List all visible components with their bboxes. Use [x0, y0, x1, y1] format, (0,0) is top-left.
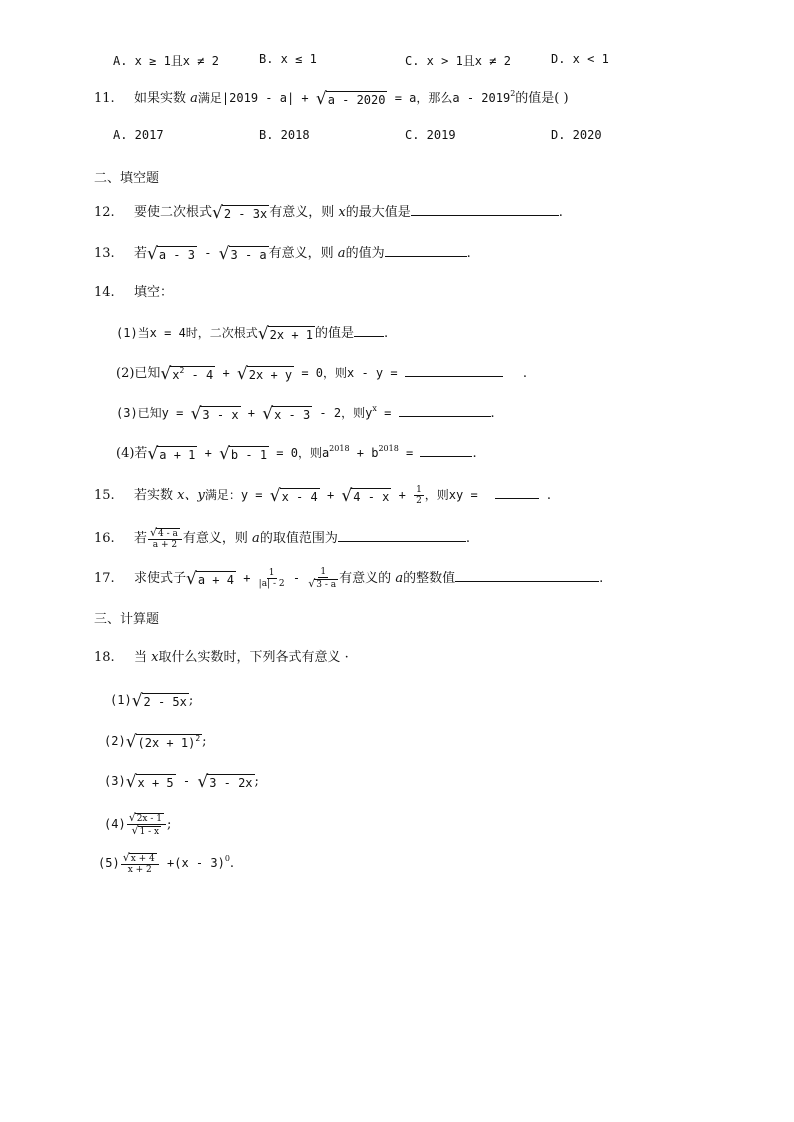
- question-18-part-4: (4) √ 2x - 1 √ 1 - x ;: [104, 811, 172, 837]
- question-18-part-5: (5) √ x + 4 x + 2 +(x - 3)$^0$.: [98, 851, 235, 875]
- answer-blank: [338, 529, 466, 542]
- question-13: 13. 若 √ a - 3 - √ 3 - a 有意义，则 a的值为 .: [94, 243, 471, 264]
- q10-option-a: A. x ≥ 1且x ≠ 2: [113, 54, 219, 68]
- q10-option-d: D. x < 1: [551, 52, 609, 66]
- question-14-part-1: (1)当x = 4时，二次根式 √ 2x + 1 的值是 .: [116, 323, 389, 344]
- q10-option-c: C. x > 1且x ≠ 2: [405, 54, 511, 68]
- fraction: √ 4 - a a + 2: [148, 527, 182, 550]
- answer-blank: [420, 444, 472, 457]
- answer-blank: [411, 203, 559, 216]
- q10-option-b: B. x ≤ 1: [259, 52, 317, 66]
- fraction: √ x + 4 x + 2: [121, 852, 159, 875]
- sqrt: √ a - 2020: [315, 88, 386, 109]
- answer-blank: [385, 244, 467, 257]
- question-14-part-2: (2)已知 √ $x^2 - 4$ + √ 2x + y = 0，则x - y = .: [116, 363, 527, 384]
- question-17: 17. 求使式子 √ a + 4 + $\frac{1}{|a| - 2}$ - 1 √ 3 - a 有意义的 a的整数值 .: [94, 567, 604, 590]
- section-heading-fill-blank: 二、填空题: [94, 171, 160, 186]
- question-12: 12. 要使二次根式 √ 2 - 3x 有意义，则 x的最大值是 .: [94, 202, 563, 223]
- answer-blank: [354, 324, 384, 337]
- fraction: √ 2x - 1 √ 1 - x: [127, 812, 166, 837]
- section-heading-calculation: 三、计算题: [94, 612, 160, 627]
- answer-blank: [495, 486, 539, 499]
- question-14-part-4: (4)若 √ a + 1 + √ b - 1 = 0，则$a^{2018} + b^{2018}$ = .: [116, 443, 477, 464]
- question-18-part-3: (3) √ x + 5 - √ 3 - 2x ;: [104, 771, 259, 792]
- fraction: $\frac{1}{|a| - 2}$: [258, 568, 285, 589]
- answer-blank: [399, 404, 491, 417]
- q11-option-d: D. 2020: [551, 128, 602, 142]
- question-18-part-2: (2) √ $(2x + 1)^2$ ;: [104, 731, 207, 752]
- question-18: 18. 当 x取什么实数时，下列各式有意义 ·: [94, 650, 349, 665]
- question-16: 16. 若 √ 4 - a a + 2 有意义，则 a的取值范围为 .: [94, 526, 470, 550]
- question-11: 11. 如果实数 a满足|2019 - a| + √ a - 2020 = a，那么a - 2019$^2$的值是( ): [94, 88, 569, 109]
- fraction: 1 √ 3 - a: [308, 567, 337, 590]
- question-15: 15. 若实数 x、y满足：y = √ x - 4 + √ 4 - x + $\frac{1}{2}$ ，则xy = .: [94, 485, 552, 506]
- q11-option-a: A. 2017: [113, 128, 164, 142]
- question-18-part-1: (1) √ 2 - 5x ;: [110, 690, 194, 711]
- q11-option-b: B. 2018: [259, 128, 310, 142]
- answer-blank: [405, 364, 503, 377]
- fraction: $\frac{1}{2}$: [416, 485, 422, 506]
- answer-blank: [455, 569, 599, 582]
- question-14: 14. 填空：: [94, 285, 174, 300]
- question-14-part-3: (3)已知y = √ 3 - x + √ x - 3 - 2，则$y^x$ = .: [116, 403, 495, 424]
- q11-option-c: C. 2019: [405, 128, 456, 142]
